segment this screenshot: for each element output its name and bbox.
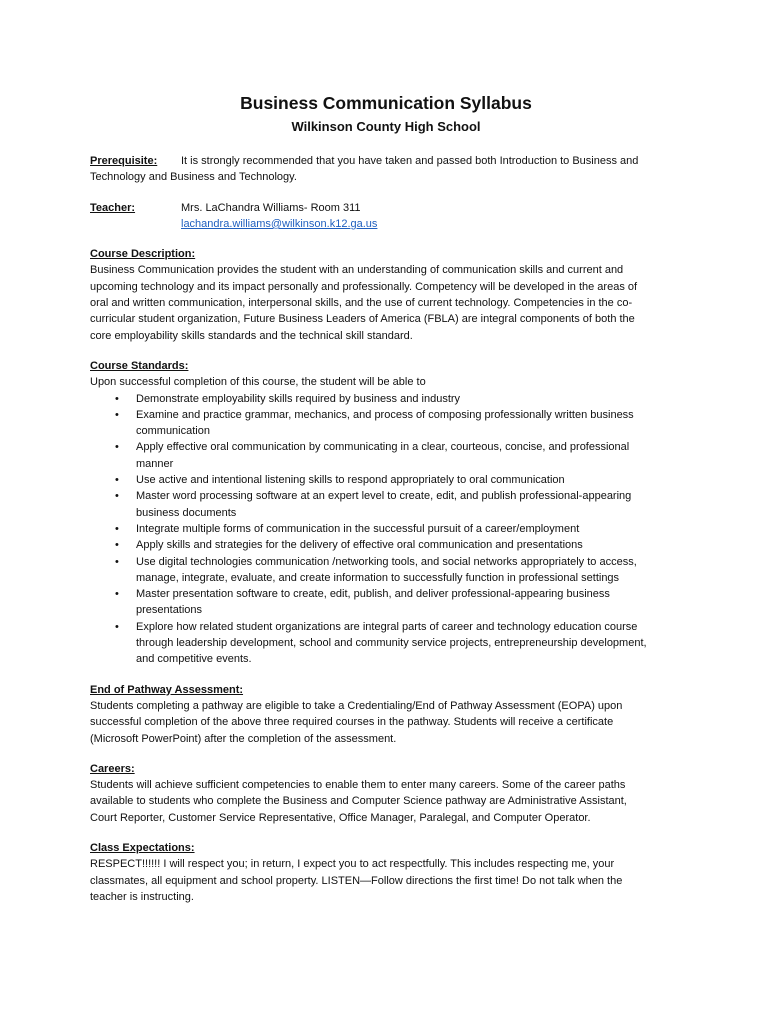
standard-text-line: Master word processing software at an expert level to create, edit, and publish professional-appearing [136,490,632,503]
standard-text-line: Explore how related student organizations are integral parts of career and technology education course [136,620,638,633]
course-standards-heading: Course Standards: [90,359,189,372]
course-description-line: oral and written communication, interpersonal skills, and the use of current technology. Competencies in the co- [90,297,633,310]
standard-text-line: manner [136,457,174,470]
standard-text-line: presentations [136,604,203,617]
course-description-heading: Course Description: [90,248,196,261]
standards-list [90,391,682,668]
teacher-name: Mrs. LaChandra Williams- Room 311 [181,201,361,214]
standard-text-line: Use active and intentional listening skills to respond appropriately to oral communication [136,474,565,487]
standards-list-item [90,619,682,668]
class-expectations-heading: Class Expectations: [90,841,195,854]
bullet-icon: • [115,522,119,535]
standards-list-item [90,488,682,521]
course-description-section [90,246,682,344]
careers-line: Court Reporter, Customer Service Representative, Office Manager, Paralegal, and Computer Operator. [90,811,591,824]
standard-text-line: Use digital technologies communication /networking tools, and social networks appropriately to access, [136,555,637,568]
class-expectations-line: RESPECT!!!!!! I will respect you; in return, I expect you to act respectfully. This includes respecting me, your [90,858,615,871]
standard-text-line: Apply effective oral communication by communicating in a clear, courteous, concise, and professional [136,441,630,454]
bullet-icon: • [115,441,119,454]
standard-text-line: business documents [136,506,237,519]
standard-text-line: Examine and practice grammar, mechanics, and process of composing professionally written business [136,408,634,421]
standards-list-item [90,391,682,407]
document-title: Business Communication Syllabus [240,93,532,113]
teacher-label: Teacher: [90,201,136,214]
careers-section [90,761,682,826]
syllabus-page [90,92,682,905]
teacher-section [90,200,682,233]
course-description-line: upcoming technology and its impact personally and professionally. Competency will be developed in the areas of [90,280,638,293]
bullet-icon: • [115,392,119,405]
careers-heading: Careers: [90,762,135,775]
course-standards-section [90,358,682,668]
standards-list-item [90,472,682,488]
end-of-pathway-line: successful completion of the above three required courses in the pathway. Students will receive a certificate [90,716,614,729]
careers-line: available to students who complete the Business and Computer Science pathway are Administrative Assistant, [90,795,627,808]
end-of-pathway-section [90,682,682,747]
standard-text-line: Demonstrate employability skills required by business and industry [136,392,461,405]
standard-text-line: and competitive events. [136,653,252,666]
standards-list-item [90,554,682,587]
bullet-icon: • [115,474,119,487]
bullet-icon: • [115,555,119,568]
course-description-line: Business Communication provides the student with an understanding of communication skills and current and [90,264,624,277]
bullet-icon: • [115,539,119,552]
standards-list-item [90,586,682,619]
standard-text-line: Apply skills and strategies for the delivery of effective oral communication and presentations [136,539,583,552]
standards-list-item [90,439,682,472]
end-of-pathway-heading: End of Pathway Assessment: [90,683,244,696]
prerequisite-label: Prerequisite: [90,155,158,167]
course-description-line: curricular student organization, Future Business Leaders of America (FBLA) are integral components of both the [90,313,635,326]
standard-text-line: through leadership development, school and community service projects, entrepreneurship development, [136,637,647,650]
bullet-icon: • [115,490,119,503]
end-of-pathway-line: (Microsoft PowerPoint) after the completion of the assessment. [90,732,397,745]
prerequisite-text-line-2: Technology and Business and Technology. [90,171,297,184]
course-description-line: core employability skills standards and the technical skill standard. [90,329,413,342]
school-name: Wilkinson County High School [291,119,481,134]
course-standards-intro: Upon successful completion of this course, the student will be able to [90,376,426,389]
careers-line: Students will achieve sufficient competencies to enable them to enter many careers. Some of the career paths [90,779,626,792]
standards-list-item [90,521,682,537]
teacher-email-link[interactable]: lachandra.williams@wilkinson.k12.ga.us [181,217,378,230]
class-expectations-section [90,840,682,905]
standards-list-item [90,407,682,440]
standards-list-item [90,537,682,553]
standard-text-line: Master presentation software to create, edit, publish, and deliver professional-appearing business [136,588,610,601]
prerequisite-text-line-1: It is strongly recommended that you have taken and passed both Introduction to Business and [181,155,639,167]
standard-text-line: Integrate multiple forms of communication in the successful pursuit of a career/employment [136,522,580,535]
prerequisite-section [90,153,682,186]
bullet-icon: • [115,588,119,601]
class-expectations-line: teacher is instructing. [90,890,194,903]
bullet-icon: • [115,408,119,421]
standard-text-line: communication [136,425,210,438]
class-expectations-line: classmates, all equipment and school property. LISTEN—Follow directions the first time! Do not talk when the [90,874,623,887]
standard-text-line: manage, integrate, evaluate, and create information to successfully function in professional settings [136,571,620,584]
end-of-pathway-line: Students completing a pathway are eligible to take a Credentialing/End of Pathway Assessment (EOPA) upon [90,699,623,712]
bullet-icon: • [115,620,119,633]
